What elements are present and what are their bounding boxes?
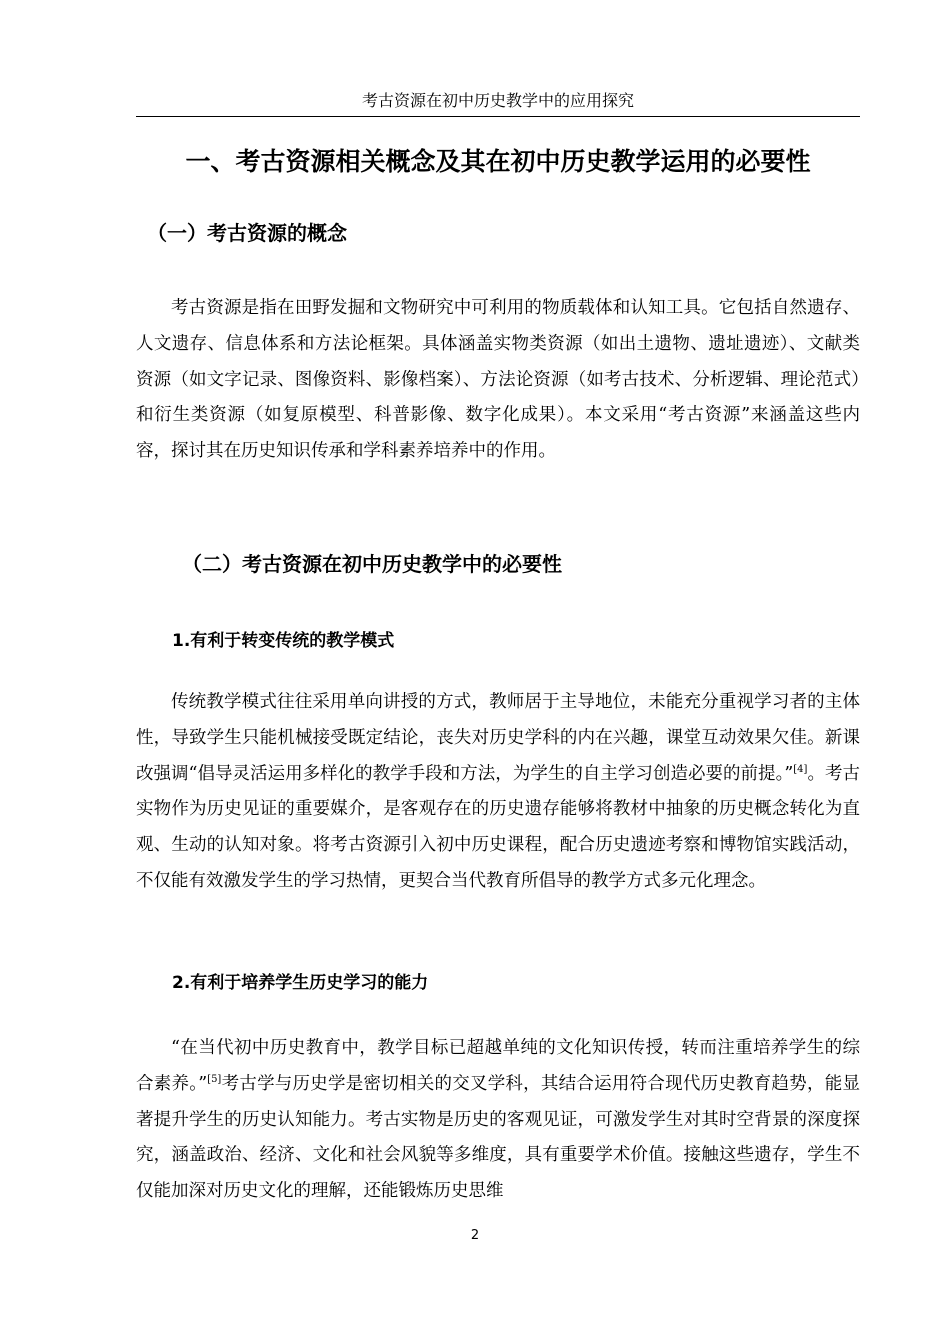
text-segment: “在当代初中历史教育中，教学目标已超越单纯的文化知识传授，转而注重培养学生的综合素养。” — [136, 1038, 860, 1094]
subsection-title-necessity: （二）考古资源在初中历史教学中的必要性 — [182, 552, 562, 576]
subsection-title-concept: （一）考古资源的概念 — [147, 221, 347, 245]
text-segment: 。考古实物作为历史见证的重要媒介，是客观存在的历史遗存能够将教材中抽象的历史概念转化为直观、生动的认知对象。将考古资源引入初中历史课程，配合历史遗迹考察和博物馆实践活动，不仅能有效激发学生的学习热情，更契合当代教育所倡导的教学方式多元化理念。 — [136, 763, 861, 891]
paragraph-teaching-mode — [136, 685, 860, 900]
running-header: 考古资源在初中历史教学中的应用探究 — [136, 92, 860, 117]
text-segment: 传统教学模式往往采用单向讲授的方式，教师居于主导地位，未能充分重视学习者的主体性，导致学生只能机械接受既定结论，丧失对历史学科的内在兴趣，课堂互动效果欠佳。新课改强调“倡导灵活运用多样化的教学手段和方法，为学生的自主学习创造必要的前提。” — [136, 692, 860, 784]
point-title-teaching-mode: 1.有利于转变传统的教学模式 — [172, 631, 395, 651]
page-number: 2 — [470, 1228, 480, 1243]
citation-ref: [4] — [793, 763, 808, 775]
section-title: 一、考古资源相关概念及其在初中历史教学运用的必要性 — [185, 147, 811, 176]
text-segment: 考古学与历史学是密切相关的交叉学科，其结合运用符合现代历史教育趋势，能显著提升学生的历史认知能力。考古实物是历史的客观见证，可激发学生对其时空背景的深度探究，涵盖政治、经济、文化和社会风貌等多维度，具有重要学术价值。接触这些遗存，学生不仅能加深对历史文化的理解，还能锻炼历史思维 — [136, 1073, 861, 1202]
point-title-learning-ability: 2.有利于培养学生历史学习的能力 — [172, 973, 429, 993]
citation-ref: [5] — [207, 1073, 222, 1085]
paragraph-learning-ability — [136, 1031, 860, 1210]
paragraph-concept: 考古资源是指在田野发掘和文物研究中可利用的物质载体和认知工具。它包括自然遗存、人文遗存、信息体系和方法论框架。具体涵盖实物类资源（如出土遗物、遗址遗迹）、文献类资源（如文字记录、图像资料、影像档案）、方法论资源（如考古技术、分析逻辑、理论范式）和衍生类资源（如复原模型、科普影像、数字化成果）。本文采用“考古资源”来涵盖这些内容，探讨其在历史知识传承和学科素养培养中的作用。 — [136, 298, 860, 462]
